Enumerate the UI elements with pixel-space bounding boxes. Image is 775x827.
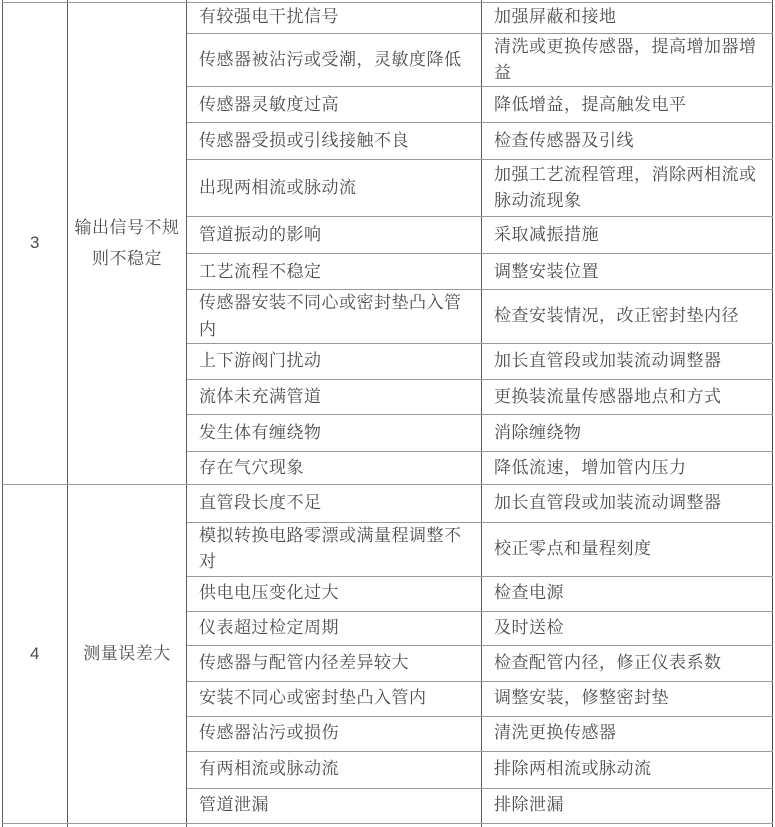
cause-cell: 模拟转换电路零漂或满量程调整不对 [187,522,482,576]
cause-cell: 传感器安装不同心或密封垫凸入管内 [187,290,482,344]
cause-cell: 传感器受损或引线接触不良 [187,123,482,160]
cause-cell: 发生体有缠绕物 [187,414,482,451]
cause-cell: 直管段长度不足 [187,484,482,522]
fault-type-cell [68,2,187,484]
remedy-cell: 调整安装，修整密封垫 [482,681,773,716]
cause-cell: 上下游阀门扰动 [187,343,482,379]
remedy-cell: 检查配管内径，修正仪表系数 [482,645,773,681]
troubleshooting-table [2,0,773,827]
remedy-cell: 采取减振措施 [482,217,773,254]
cause-cell: 有较强电干扰信号 [187,2,482,33]
fault-no-cell [3,484,68,823]
remedy-cell: 校正零点和量程刻度 [482,522,773,576]
cause-cell: 管道泄漏 [187,788,482,823]
remedy-cell: 及时送检 [482,611,773,645]
remedy-cell: 检查传感器及引线 [482,123,773,160]
remedy-cell: 降低增益，提高触发电平 [482,87,773,123]
cause-cell: 传感器被沾污或受潮，灵敏度降低 [187,33,482,87]
cause-cell: 管道振动的影响 [187,217,482,254]
cause-cell: 存在气穴现象 [187,451,482,484]
spacer-cell [187,823,482,827]
cause-cell: 传感器沾污或损伤 [187,716,482,751]
cause-cell: 有两相流或脉动流 [187,751,482,788]
cause-cell: 传感器灵敏度过高 [187,87,482,123]
remedy-cell: 加长直管段或加装流动调整器 [482,343,773,379]
remedy-cell: 清洗更换传感器 [482,716,773,751]
cause-cell: 安装不同心或密封垫凸入管内 [187,681,482,716]
table-row [3,484,773,522]
fault-type-cell [68,484,187,823]
remedy-cell: 清洗或更换传感器，提高增加器增益 [482,33,773,87]
cause-cell: 供电电压变化过大 [187,576,482,611]
spacer-cell [68,823,187,827]
table-row [3,2,773,33]
remedy-cell: 加强工艺流程管理，消除两相流或脉动流现象 [482,160,773,217]
remedy-cell: 调整安装位置 [482,254,773,290]
cause-cell: 出现两相流或脉动流 [187,160,482,217]
remedy-cell: 加强屏蔽和接地 [482,2,773,33]
cause-cell: 工艺流程不稳定 [187,254,482,290]
fault-no-cell [3,2,68,484]
remedy-cell: 更换装流量传感器地点和方式 [482,379,773,414]
cutoff-row-bottom [3,823,773,827]
remedy-cell: 排除两相流或脉动流 [482,751,773,788]
fault-type-label: 测量误差大 [83,644,171,663]
remedy-cell: 检查安装情况，改正密封垫内径 [482,290,773,344]
remedy-cell: 加长直管段或加装流动调整器 [482,484,773,522]
cause-cell: 流体未充满管道 [187,379,482,414]
fault-no: 4 [30,643,40,663]
fault-type-label: 输出信号不规则不稳定 [74,217,180,269]
spacer-cell [482,823,773,827]
remedy-cell: 排除泄漏 [482,788,773,823]
remedy-cell: 消除缠绕物 [482,414,773,451]
fault-no: 3 [30,233,40,253]
remedy-cell: 降低流速，增加管内压力 [482,451,773,484]
remedy-cell: 检查电源 [482,576,773,611]
cause-cell: 传感器与配管内径差异较大 [187,645,482,681]
cause-cell: 仪表超过检定周期 [187,611,482,645]
spacer-cell [3,823,68,827]
